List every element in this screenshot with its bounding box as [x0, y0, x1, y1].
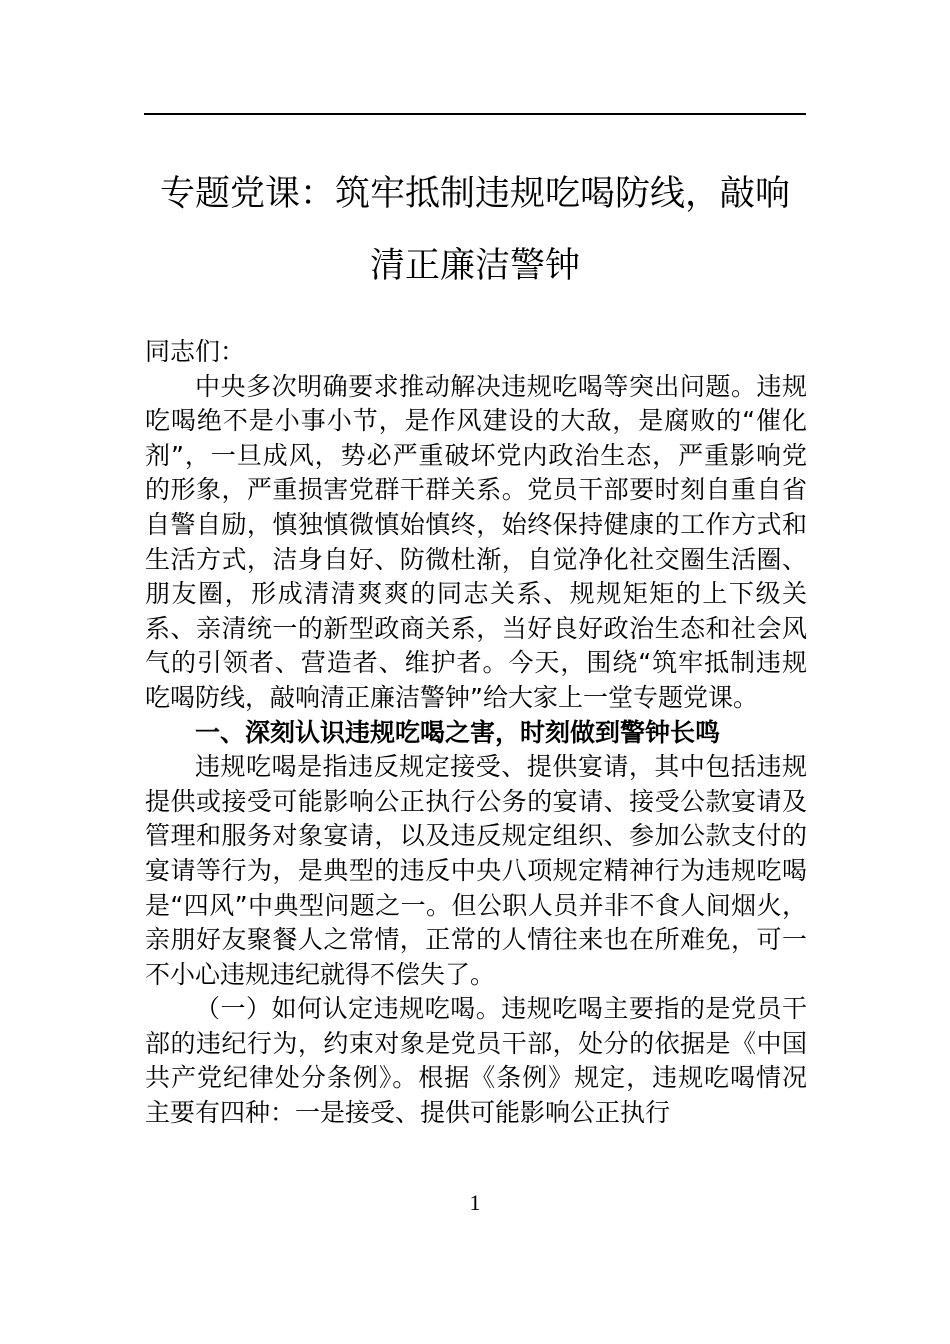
section-heading-1: 一、深刻认识违规吃喝之害，时刻做到警钟长鸣 — [195, 717, 721, 747]
salutation: 同志们： — [145, 337, 246, 366]
paragraph-definition: 违规吃喝是指违反规定接受、提供宴请，其中包括违规提供或接受可能影响公正执行公务的宴请、接受公款宴请及管理和服务对象宴请，以及违反规定组织、参加公款支付的宴请等行为，是典型的违反中央八项规定精神行为违规吃喝是“四风”中典型问题之一。但公职人员并非不食人间烟火，亲朋好友聚餐人之常情，正常的人情往来也在所难免，可一不小心违规违纪就得不偿失了。 — [145, 752, 807, 989]
document-title-line-1: 专题党课：筑牢抵制违规吃喝防线，敲响 — [159, 174, 790, 214]
page-number: 1 — [469, 1190, 481, 1215]
document-title-line-2: 清正廉洁警钟 — [369, 246, 580, 286]
paragraph-intro: 中央多次明确要求推动解决违规吃喝等突出问题。违规吃喝绝不是小事小节，是作风建设的大敌，是腐败的“催化剂”，一旦成风，势必严重破坏党内政治生态，严重影响党的形象，严重损害党群干群关系。党员干部要时刻自重自省自警自励，慎独慎微慎始慎终，始终保持健康的工作方式和生活方式，洁身自好、防微杜渐，自觉净化社交圈生活圈、朋友圈，形成清清爽爽的同志关系、规规矩矩的上下级关系、亲清统一的新型政商关系，当好良好政治生态和社会风气的引领者、营造者、维护者。今天，围绕“筑牢抵制违规吃喝防线，敲响清正廉洁警钟”给大家上一堂专题党课。 — [145, 371, 807, 712]
header-rule — [144, 113, 806, 115]
paragraph-subsection-1: （一）如何认定违规吃喝。违规吃喝主要指的是党员干部的违纪行为，约束对象是党员干部，处分的依据是《中国共产党纪律处分条例》。根据《条例》规定，违规吃喝情况主要有四种：一是接受、提供可能影响公正执行 — [145, 994, 807, 1128]
document-body — [145, 335, 807, 1131]
